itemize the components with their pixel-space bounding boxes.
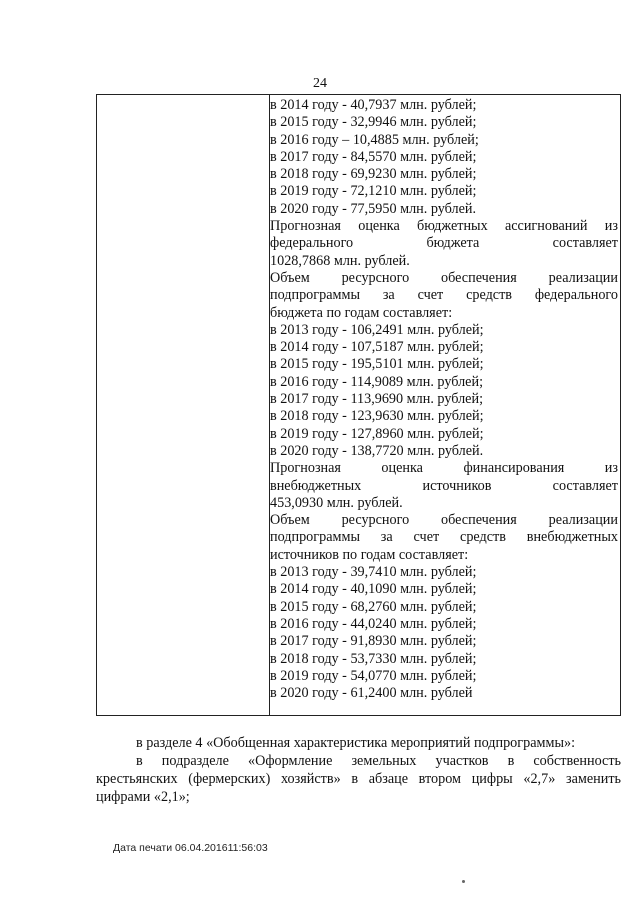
table-line: источников по годам составляет: bbox=[270, 546, 469, 563]
table-line: в 2017 году - 84,5570 млн. рублей; bbox=[270, 148, 477, 165]
table-line: в 2013 году - 39,7410 млн. рублей; bbox=[270, 564, 477, 581]
table-line: в 2018 году - 69,9230 млн. рублей; bbox=[270, 166, 477, 183]
amendment-line: в разделе 4 «Обобщенная характеристика мероприятий подпрограммы»: bbox=[136, 735, 576, 751]
table-line: в 2020 году - 138,7720 млн. рублей. bbox=[270, 442, 484, 459]
table-left-column bbox=[97, 95, 270, 715]
table-line: в 2014 году - 40,1090 млн. рублей; bbox=[270, 581, 477, 598]
table-right-column bbox=[270, 97, 618, 702]
table-line: в 2014 году - 40,7937 млн. рублей; bbox=[270, 97, 477, 113]
table-line: в 2014 году - 107,5187 млн. рублей; bbox=[270, 339, 484, 356]
table-line: в 2016 году - 44,0240 млн. рублей; bbox=[270, 615, 477, 632]
table-line: в 2018 году - 53,7330 млн. рублей; bbox=[270, 650, 477, 667]
table-line: подпрограммы за счет средств федерального bbox=[270, 287, 618, 304]
print-date: Дата печати 06.04.201611:56:03 bbox=[113, 842, 268, 854]
table-line: 453,0930 млн. рублей. bbox=[270, 494, 403, 511]
program-table bbox=[96, 94, 621, 716]
amendment-line: в подразделе «Оформление земельных участков в собственность bbox=[136, 753, 621, 769]
table-line: Прогнозная оценка финансирования из bbox=[270, 460, 618, 477]
amendment-line: цифрами «2,1»; bbox=[96, 789, 190, 805]
table-line: бюджета по годам составляет: bbox=[270, 304, 453, 321]
table-line: Прогнозная оценка бюджетных ассигнований из bbox=[270, 218, 618, 235]
table-line: в 2015 году - 32,9946 млн. рублей; bbox=[270, 114, 477, 131]
table-line: подпрограммы за счет средств внебюджетных bbox=[270, 529, 618, 546]
amendment-text bbox=[96, 734, 621, 806]
table-line: в 2015 году - 195,5101 млн. рублей; bbox=[270, 356, 484, 373]
scan-mark bbox=[462, 880, 465, 883]
page-number: 24 bbox=[313, 76, 327, 91]
table-line: в 2016 году – 10,4885 млн. рублей; bbox=[270, 131, 479, 148]
table-line: в 2019 году - 72,1210 млн. рублей; bbox=[270, 183, 477, 200]
table-line: в 2019 году - 54,0770 млн. рублей; bbox=[270, 667, 477, 684]
table-line: в 2019 году - 127,8960 млн. рублей; bbox=[270, 425, 484, 442]
table-line: в 2020 году - 61,2400 млн. рублей bbox=[270, 685, 473, 702]
table-line: Объем ресурсного обеспечения реализации bbox=[270, 269, 618, 286]
table-line: федерального бюджета составляет bbox=[270, 235, 618, 252]
table-line: в 2017 году - 113,9690 млн. рублей; bbox=[270, 391, 484, 408]
amendment-line: крестьянских (фермерских) хозяйств» в абзаце втором цифры «2,7» заменить bbox=[96, 771, 621, 787]
table-line: в 2015 году - 68,2760 млн. рублей; bbox=[270, 598, 477, 615]
table-line: внебюджетных источников составляет bbox=[270, 477, 618, 494]
table-line: Объем ресурсного обеспечения реализации bbox=[270, 512, 618, 529]
table-line: в 2017 году - 91,8930 млн. рублей; bbox=[270, 633, 477, 650]
table-line: в 2018 году - 123,9630 млн. рублей; bbox=[270, 408, 484, 425]
table-line: в 2016 году - 114,9089 млн. рублей; bbox=[270, 373, 484, 390]
table-line: в 2020 году - 77,5950 млн. рублей. bbox=[270, 200, 477, 217]
table-line: 1028,7868 млн. рублей. bbox=[270, 252, 410, 269]
table-line: в 2013 году - 106,2491 млн. рублей; bbox=[270, 321, 484, 338]
